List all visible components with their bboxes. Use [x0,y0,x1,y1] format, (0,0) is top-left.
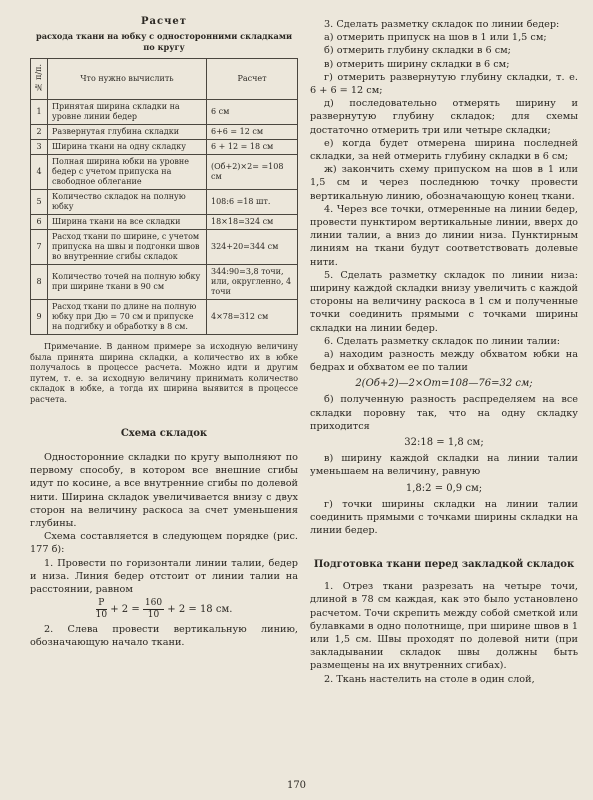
table-header-calc: Расчет [207,59,298,100]
table-row [31,155,298,190]
section-title-preparation: Подготовка ткани перед закладкой складок [313,559,575,571]
paragraph: Схема составляется в следующем порядке (рис. 177 б): [30,531,298,556]
paragraph: а) находим разность между обхватом юбки на бедрах и обхватом ее по талии [310,349,578,374]
table-cell-num: 6 [31,215,48,230]
calc-table [30,58,298,335]
paragraph: Односторонние складки по кругу выполняют по первому способу, в котором все внешние сгибы идут по косине, а все внутренние сгибы по долевой нити. Ширина складок увеличивается внизу с двух сторон на величину раскоса за счет уменьшения глубины. [30,452,298,530]
table-cell-what: Полная ширина юбки на уровне бедер с учетом припуска на свободное облегание [48,155,207,190]
paragraph: 1. Провести по горизонтали линии талии, бедер и низа. Линия бедер отстоит от линии талии на расстоянии, равном [30,557,298,596]
section-title-scheme: Схема складок [120,428,208,439]
table-cell-what: Количество складок на полную юбку [48,190,207,215]
table-cell-what: Расход ткани по длине на полную юбку при Дю = 70 см и припуске на подгибку и обработку в 8 см. [48,300,207,335]
table-row [31,215,298,230]
left-column [30,0,298,650]
table-note: Примечание. В данном примере за исходную величину была принята ширина складки, а количество их в юбке получалось в процессе расчета. Можно идти и другим путем, т. е. за исходную величину принимать количество складок в юбке, а тогда их ширина выявится в процессе расчета. [30,341,298,404]
paragraph: 1. Отрез ткани разрезать на четыре точи, длиной в 78 см каждая, как это было установлено расчетом. Точи скрепить между собой сметкой или булавками в одно полотнище, при ширине швов в 1 или 1,5 см. Швы проходят по долевой нити (при закладывании складок швы должны быть размещены на их внутренних сгибах). [310,581,578,672]
table-row [31,140,298,155]
paragraph: в) ширину каждой складки на линии талии уменьшаем на величину, равную [310,453,578,478]
table-cell-num: 7 [31,230,48,265]
table-cell-num: 9 [31,300,48,335]
table-row [31,265,298,300]
table-cell-calc: 108:6 =18 шт. [207,190,298,215]
table-header-num: № п/п. [31,59,48,100]
paragraph: г) точки ширины складки на линии талии соединить прямыми с точками ширины складки на линии бедер. [310,498,578,536]
table-cell-what: Развернутая глубина складки [48,125,207,140]
list-item: в) отмерить ширину складки в 6 см; [324,58,510,70]
paragraph: б) полученную разность распределяем на все складки поровну так, что на одну складку приходится [310,394,578,432]
paragraph: 6. Сделать разметку складок по линии талии: [324,335,561,347]
table-row [31,300,298,335]
table-cell-num: 1 [31,100,48,125]
calc-title: Расчет [141,16,187,27]
table-cell-what: Ширина ткани на одну складку [48,140,207,155]
equation: 2(Об+2)—2×От=108—76=32 см; [355,378,533,390]
paragraph: 5. Сделать разметку складок по линии низа: ширину каждой складки внизу увеличить с каждой стороны на величину раскоса в 1 см и полученные точки соединить прямыми с точками ширины складки на линии бедер. [310,269,578,334]
paragraph: 3. Сделать разметку складок по линии бедер: [324,19,560,30]
table-cell-num: 5 [31,190,48,215]
list-item: г) отмерить развернутую глубину складки, т. е. 6 + 6 = 12 см; [310,71,578,97]
table-row [31,190,298,215]
table-cell-calc: 4×78=312 см [207,300,298,335]
list-item: ж) закончить схему припуском на шов в 1 или 1,5 см и через последнюю точку провести вертикальную линию, обозначающую конец ткани. [310,164,578,202]
equation: 1,8:2 = 0,9 см; [405,482,483,494]
list-item: б) отмерить глубину складки в 6 см; [324,45,511,57]
table-row [31,125,298,140]
formula-hip-line: $\frac{P}{10}$ + 2 = $\frac{160}{10}$ + 2 = 18 см. [95,598,233,621]
table-row [31,100,298,125]
paragraph: 2. Ткань настелить на столе в один слой, [324,673,535,685]
table-header-what: Что нужно вычислить [48,59,207,100]
table-cell-num: 2 [31,125,48,140]
list-item: а) отмерить припуск на шов в 1 или 1,5 см; [324,32,547,44]
equation: 32:18 = 1,8 см; [404,437,484,449]
right-column [310,0,578,686]
table-cell-calc: 18×18=324 см [207,215,298,230]
table-cell-calc: 344:90=3,8 точи, или, округленно, 4 точи [207,265,298,300]
list-item: д) последовательно отмерять ширину и развернутую глубину складок; для схемы достаточно отмерить три или четыре складки; [310,98,578,136]
table-header-row [31,59,298,100]
paragraph: 2. Слева провести вертикальную линию, обозначающую начало ткани. [30,624,298,649]
table-cell-what: Расход ткани по ширине, с учетом припуска на швы и подгонки швов во внутренние сгибы складок [48,230,207,265]
table-cell-num: 3 [31,140,48,155]
table-cell-calc: 6+6 = 12 см [207,125,298,140]
page-number: 170 [286,780,307,791]
table-cell-calc: 324+20=344 см [207,230,298,265]
table-cell-num: 8 [31,265,48,300]
table-cell-what: Количество точей на полную юбку при ширине ткани в 90 см [48,265,207,300]
table-cell-calc: 6 + 12 = 18 см [207,140,298,155]
list-item: е) когда будет отмерена ширина последней складки, за ней отмерить глубину складки в 6 см; [310,137,578,163]
paragraph: 4. Через все точки, отмеренные на линии бедер, провести пунктиром вертикальные линии, вверх до линии талии, а вниз до линии низа. Пунктирным линиям на ткани будут соответствовать долевые нити. [310,203,578,268]
calc-subtitle: расхода ткани на юбку с односторонними складками по кругу [35,31,293,52]
table-cell-calc: (Об+2)×2= =108 см [207,155,298,190]
table-cell-num: 4 [31,155,48,190]
table-cell-what: Принятая ширина складки на уровне линии бедер [48,100,207,125]
markup-steps-list [310,31,578,203]
table-row [31,230,298,265]
table-cell-calc: 6 см [207,100,298,125]
table-cell-what: Ширина ткани на все складки [48,215,207,230]
